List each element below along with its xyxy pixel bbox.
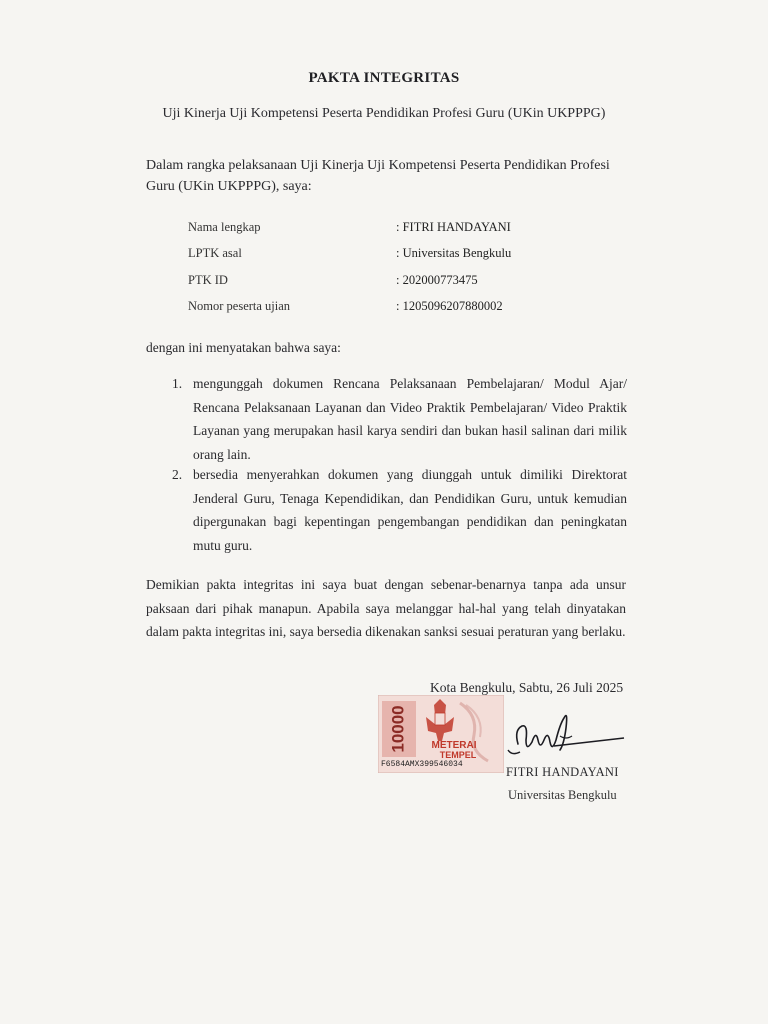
list-item-number: 1. [172,376,183,391]
field-value-ptk-id: : 202000773475 [396,273,478,287]
field-value-lptk: : Universitas Bengkulu [396,246,512,260]
field-label-ptk-id: PTK ID [188,273,228,287]
field-value-name: : FITRI HANDAYANI [396,220,511,234]
signer-name: FITRI HANDAYANI [506,765,619,779]
handwritten-signature [490,700,630,775]
place-date: Kota Bengkulu, Sabtu, 26 Juli 2025 [430,680,624,695]
document-subtitle: Uji Kinerja Uji Kompetensi Peserta Pendidikan Profesi Guru (UKin UKPPPG) [162,106,606,121]
signer-institution: Universitas Bengkulu [508,788,617,802]
field-label-participant-number: Nomor peserta ujian [188,299,291,313]
statement-line: dengan ini menyatakan bahwa saya: [146,340,341,355]
stamp-serial: F6584AMX399546034 [381,760,463,769]
field-label-lptk: LPTK asal [188,246,242,260]
intro-paragraph: Dalam rangka pelaksanaan Uji Kinerja Uji Kompetensi Peserta Pendidikan Profesi Guru (UKin UKPPPG), saya: [146,158,610,194]
field-value-participant-number: : 1205096207880002 [396,299,503,313]
stamp-label-line1: METERAI [431,740,477,751]
list-item-text: bersedia menyerahkan dokumen yang diunggah untuk dimiliki Direktorat Jenderal Guru, Tenaga Kependidikan, dan Pendidikan Guru, untuk kemudian dipergunakan bagi kepentingan pengembangan pendidikan dan peningkatan mutu guru. [193,467,627,553]
field-label-name: Nama lengkap [188,220,261,234]
document-title: PAKTA INTEGRITAS [308,70,460,86]
stamp-label-line2: TEMPEL [439,750,477,760]
closing-paragraph: Demikian pakta integritas ini saya buat dengan sebenar-benarnya tanpa ada unsur paksaan dari pihak manapun. Apabila saya melanggar hal-hal yang telah dinyatakan dalam pakta integritas ini, saya bersedia dikenakan sanksi sesuai peraturan yang berlaku. [146,577,626,639]
list-item-number: 2. [172,467,183,482]
stamp-value: 10000 [388,705,408,753]
list-item-text: mengunggah dokumen Rencana Pelaksanaan Pembelajaran/ Modul Ajar/ Rencana Pelaksanaan Layanan dan Video Praktik Pembelajaran/ Video Praktik Layanan yang merupakan hasil karya sendiri dan bukan hasil salinan dari milik orang lain. [193,376,627,462]
